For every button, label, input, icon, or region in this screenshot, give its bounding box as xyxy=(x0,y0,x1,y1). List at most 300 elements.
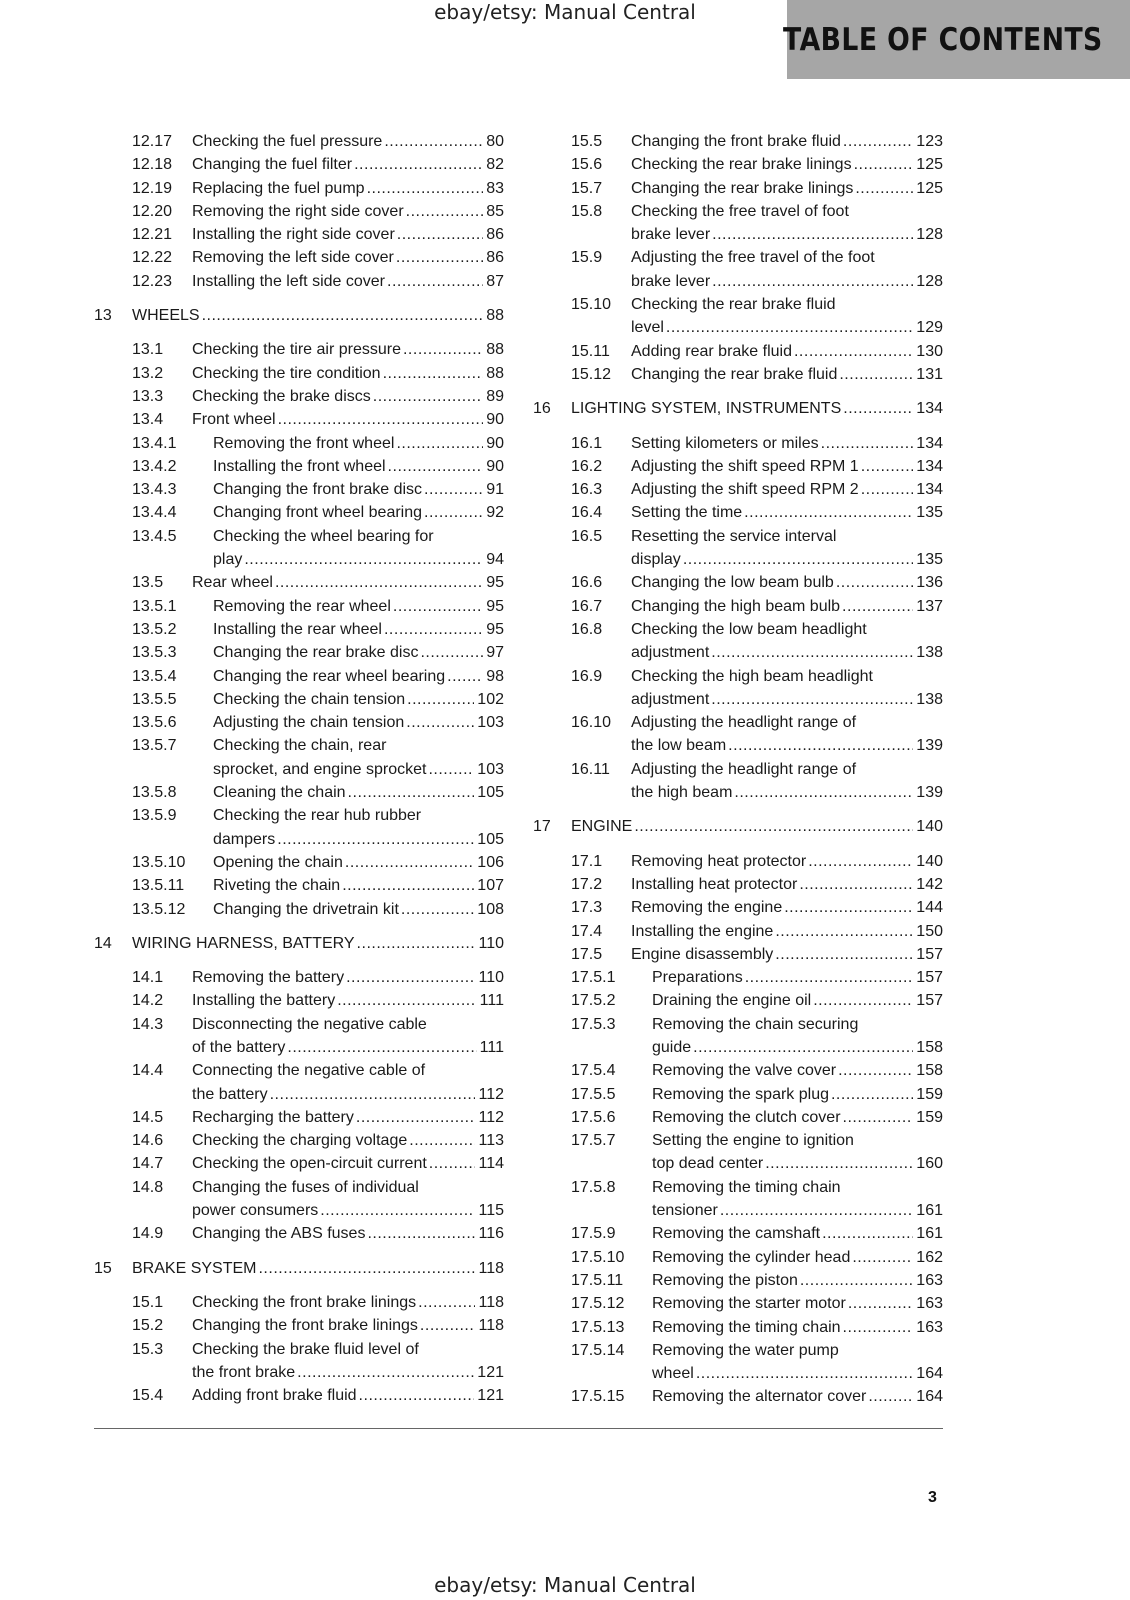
toc-entry-number: 13.5.7 xyxy=(132,737,177,755)
toc-entry xyxy=(533,363,943,386)
toc-entry-number: 16.5 xyxy=(571,527,603,545)
toc-entry-title: Changing the rear wheel bearing xyxy=(213,667,446,685)
toc-entry xyxy=(533,758,943,805)
toc-entry-title: level xyxy=(631,319,664,337)
toc-entry xyxy=(94,1176,504,1223)
toc-entry-title: Removing the alternator cover xyxy=(652,1388,867,1406)
dot-leader xyxy=(387,270,483,293)
toc-entry-page: 134 xyxy=(916,457,943,475)
dot-leader xyxy=(839,363,913,386)
toc-entry-title: of the battery xyxy=(192,1038,286,1056)
toc-entry-page: 110 xyxy=(478,934,504,952)
toc-entry-page: 164 xyxy=(916,1365,943,1383)
toc-entry-number: 15.7 xyxy=(571,179,603,197)
toc-entry xyxy=(94,270,504,293)
toc-entry-number: 16.4 xyxy=(571,504,603,522)
dot-leader xyxy=(384,618,483,641)
toc-entry-number: 14.3 xyxy=(132,1015,164,1033)
toc-entry-title: Removing the left side cover xyxy=(192,249,394,267)
toc-entry-title: Recharging the battery xyxy=(192,1108,354,1126)
toc-entry-page: 97 xyxy=(486,644,504,662)
dot-leader xyxy=(429,1152,476,1175)
dot-leader xyxy=(821,432,914,455)
toc-entry-page: 131 xyxy=(916,365,943,383)
toc-entry-number: 17.5.11 xyxy=(571,1271,624,1289)
toc-entry-number: 15.1 xyxy=(132,1293,164,1311)
toc-entry-title: Installing the front wheel xyxy=(213,457,386,475)
toc-entry-page: 95 xyxy=(486,597,504,615)
dot-leader xyxy=(424,501,483,524)
toc-entry xyxy=(94,734,504,781)
toc-entry-title: Removing the battery xyxy=(192,969,345,987)
dot-leader xyxy=(396,246,483,269)
toc-entry-title: the low beam xyxy=(631,737,727,755)
dot-leader xyxy=(354,153,483,176)
dot-leader xyxy=(831,1083,913,1106)
dot-leader xyxy=(712,223,913,246)
toc-entry-number: 13.4 xyxy=(132,411,164,429)
toc-entry-page: 118 xyxy=(478,1317,504,1335)
toc-entry-number: 17.5.10 xyxy=(571,1248,625,1266)
toc-entry xyxy=(533,1106,943,1129)
toc-entry xyxy=(533,1222,943,1245)
dot-leader xyxy=(696,1362,913,1385)
dot-leader xyxy=(848,1292,913,1315)
toc-entry xyxy=(94,1222,504,1245)
toc-entry-number: 12.21 xyxy=(132,226,173,244)
toc-entry-title: Checking the open-circuit current xyxy=(192,1155,427,1173)
toc-entry-title: Removing the camshaft xyxy=(652,1225,821,1243)
toc-entry xyxy=(94,1013,504,1060)
toc-entry-page: 82 xyxy=(486,156,504,174)
toc-chapter xyxy=(94,304,504,327)
dot-leader xyxy=(278,408,484,431)
dot-leader xyxy=(403,338,483,361)
toc-entry-title: Draining the engine oil xyxy=(652,992,812,1010)
toc-entry-number: 13.4.3 xyxy=(132,481,177,499)
toc-entry-number: 17.5 xyxy=(571,945,603,963)
toc-entry-page: 98 xyxy=(486,667,504,685)
toc-entry-number: 17.5.9 xyxy=(571,1225,616,1243)
dot-leader xyxy=(345,851,474,874)
toc-entry xyxy=(94,898,504,921)
dot-leader xyxy=(342,874,474,897)
toc-entry-title: Adding rear brake fluid xyxy=(631,342,792,360)
toc-entry xyxy=(94,338,504,361)
toc-entry-number: 13.5.5 xyxy=(132,690,177,708)
dot-leader xyxy=(784,896,913,919)
toc-entry-number: 16.9 xyxy=(571,667,603,685)
toc-entry-title: Changing the ABS fuses xyxy=(192,1225,366,1243)
dot-leader xyxy=(843,397,913,420)
toc-entry-number: 13.4.4 xyxy=(132,504,177,522)
toc-entry-page: 140 xyxy=(916,852,943,870)
toc-entry-number: 16.1 xyxy=(571,434,603,452)
toc-entry-title: Checking the free travel of foot xyxy=(631,202,849,220)
toc-entry-number: 15.3 xyxy=(132,1340,164,1358)
toc-entry-title: Removing the rear wheel xyxy=(213,597,391,615)
toc-entry-title: Checking the rear hub rubber xyxy=(213,807,422,825)
toc-entry-title: wheel xyxy=(652,1365,694,1383)
toc-entry xyxy=(533,177,943,200)
toc-entry-page: 86 xyxy=(486,249,504,267)
toc-entry-title: WHEELS xyxy=(132,307,200,325)
toc-entry-title: Changing the front brake disc xyxy=(213,481,423,499)
toc-entry-title: adjustment xyxy=(631,690,710,708)
watermark-top: ebay/etsy: Manual Central xyxy=(434,0,696,24)
toc-entry xyxy=(94,385,504,408)
toc-entry-title: Changing front wheel bearing xyxy=(213,504,423,522)
dot-leader xyxy=(683,548,913,571)
toc-entry-page: 157 xyxy=(916,992,943,1010)
toc-entry xyxy=(94,1314,504,1337)
dot-leader xyxy=(842,595,913,618)
dot-leader xyxy=(861,455,914,478)
toc-entry xyxy=(533,1246,943,1269)
dot-leader xyxy=(356,1106,476,1129)
toc-entry-title: top dead center xyxy=(652,1155,764,1173)
toc-entry-title: Changing the rear brake linings xyxy=(631,179,854,197)
dot-leader xyxy=(666,316,913,339)
dot-leader xyxy=(693,1036,913,1059)
toc-entry-number: 15.12 xyxy=(571,365,612,383)
toc-entry-page: 103 xyxy=(477,714,504,732)
toc-entry-title: WIRING HARNESS, BATTERY xyxy=(132,934,355,952)
dot-leader xyxy=(800,1269,913,1292)
toc-entry xyxy=(533,1013,943,1060)
dot-leader xyxy=(868,1385,913,1408)
toc-entry-page: 91 xyxy=(486,481,504,499)
toc-entry xyxy=(533,1176,943,1223)
toc-entry-page: 128 xyxy=(916,272,943,290)
toc-entry xyxy=(94,851,504,874)
toc-entry xyxy=(533,153,943,176)
toc-entry xyxy=(533,1059,943,1082)
toc-entry xyxy=(533,246,943,293)
toc-entry-number: 13.5.2 xyxy=(132,620,177,638)
toc-entry-number: 12.23 xyxy=(132,272,173,290)
toc-entry-number: 13.5.3 xyxy=(132,644,177,662)
toc-entry-title: Changing the fuses of individual xyxy=(192,1178,419,1196)
toc-entry-title: Adjusting the headlight range of xyxy=(631,760,857,778)
dot-leader xyxy=(775,943,913,966)
toc-entry-title: Checking the tire condition xyxy=(192,364,381,382)
toc-entry-page: 89 xyxy=(486,387,504,405)
toc-entry-number: 12.18 xyxy=(132,156,173,174)
toc-entry xyxy=(533,200,943,247)
toc-entry xyxy=(533,873,943,896)
toc-entry-title: Checking the front brake linings xyxy=(192,1293,417,1311)
toc-entry-number: 17.5.5 xyxy=(571,1085,616,1103)
toc-entry-title: Removing the valve cover xyxy=(652,1062,837,1080)
toc-entry xyxy=(94,525,504,572)
toc-entry-title: guide xyxy=(652,1038,692,1056)
toc-entry-title: Cleaning the chain xyxy=(213,784,346,802)
toc-entry-title: play xyxy=(213,551,243,569)
toc-entry-number: 13 xyxy=(94,307,112,325)
toc-entry-number: 13.4.1 xyxy=(132,434,177,452)
dot-leader xyxy=(409,1129,475,1152)
dot-leader xyxy=(348,781,475,804)
toc-entry-page: 134 xyxy=(916,481,943,499)
dot-leader xyxy=(418,1291,475,1314)
toc-entry-title: Disconnecting the negative cable xyxy=(192,1015,427,1033)
toc-entry-number: 17.3 xyxy=(571,899,603,917)
watermark-bottom: ebay/etsy: Manual Central xyxy=(434,1573,696,1597)
dot-leader xyxy=(407,688,474,711)
toc-entry xyxy=(533,478,943,501)
toc-entry xyxy=(94,966,504,989)
toc-entry xyxy=(533,850,943,873)
toc-entry-title: Preparations xyxy=(652,969,743,987)
toc-entry-number: 16 xyxy=(533,400,551,418)
toc-entry-page: 116 xyxy=(478,1225,504,1243)
toc-entry-title: Removing the starter motor xyxy=(652,1295,846,1313)
dot-leader xyxy=(744,501,913,524)
toc-entry-page: 121 xyxy=(477,1387,504,1405)
dot-leader xyxy=(373,385,483,408)
toc-entry-number: 16.10 xyxy=(571,714,612,732)
footer-divider xyxy=(94,1428,943,1429)
toc-entry-number: 17.5.1 xyxy=(571,969,616,987)
toc-entry-page: 134 xyxy=(916,400,943,418)
toc-entry-number: 17.1 xyxy=(571,852,603,870)
toc-entry xyxy=(94,1338,504,1385)
toc-entry-number: 15.4 xyxy=(132,1387,164,1405)
toc-entry xyxy=(533,1339,943,1386)
toc-entry-number: 13.2 xyxy=(132,364,164,382)
toc-entry xyxy=(94,455,504,478)
dot-leader xyxy=(275,571,483,594)
dot-leader xyxy=(337,989,476,1012)
toc-entry-title: Checking the high beam headlight xyxy=(631,667,873,685)
dot-leader xyxy=(711,641,913,664)
dot-leader xyxy=(244,548,483,571)
toc-entry-title: the high beam xyxy=(631,784,733,802)
dot-leader xyxy=(838,1059,913,1082)
toc-entry xyxy=(533,595,943,618)
toc-entry-number: 17.5.12 xyxy=(571,1295,625,1313)
toc-entry-number: 12.19 xyxy=(132,179,173,197)
toc-entry-page: 129 xyxy=(916,319,943,337)
toc-entry-title: Setting the engine to ignition xyxy=(652,1132,854,1150)
toc-entry xyxy=(94,130,504,153)
toc-entry-page: 123 xyxy=(916,133,943,150)
toc-entry-number: 13.4.2 xyxy=(132,457,177,475)
toc-entry-page: 161 xyxy=(916,1225,943,1243)
toc-entry-title: tensioner xyxy=(652,1202,718,1220)
toc-entry-page: 128 xyxy=(916,226,943,244)
toc-entry-title: Checking the chain, rear xyxy=(213,737,387,755)
dot-leader xyxy=(357,932,476,955)
toc-entry-number: 16.3 xyxy=(571,481,603,499)
toc-entry xyxy=(94,711,504,734)
toc-entry-title: Changing the low beam bulb xyxy=(631,574,834,592)
toc-entry-page: 90 xyxy=(486,457,504,475)
toc-entry-title: Installing the battery xyxy=(192,992,336,1010)
toc-entry-page: 161 xyxy=(916,1202,943,1220)
dot-leader xyxy=(401,898,474,921)
dot-leader xyxy=(836,571,913,594)
toc-entry-number: 17 xyxy=(533,818,551,836)
toc-entry-title: Adjusting the headlight range of xyxy=(631,714,857,732)
toc-entry-page: 114 xyxy=(478,1155,504,1173)
toc-entry-number: 14.6 xyxy=(132,1132,164,1150)
dot-leader xyxy=(447,665,483,688)
dot-leader xyxy=(428,758,474,781)
toc-entry-page: 112 xyxy=(478,1085,504,1103)
dot-leader xyxy=(393,595,483,618)
toc-entry-title: brake lever xyxy=(631,226,711,244)
toc-entry-page: 90 xyxy=(486,434,504,452)
dot-leader xyxy=(813,989,913,1012)
toc-entry-title: Riveting the chain xyxy=(213,877,341,895)
dot-leader xyxy=(424,478,483,501)
toc-entry-page: 136 xyxy=(916,574,943,592)
toc-entry-number: 15.5 xyxy=(571,133,603,150)
toc-entry xyxy=(533,618,943,665)
toc-entry-page: 125 xyxy=(916,156,943,174)
toc-entry xyxy=(94,1291,504,1314)
toc-entry-page: 106 xyxy=(477,853,504,871)
toc-entry-page: 112 xyxy=(478,1108,504,1126)
toc-entry xyxy=(533,293,943,340)
toc-entry xyxy=(94,200,504,223)
toc-entry-page: 162 xyxy=(916,1248,943,1266)
toc-entry-page: 142 xyxy=(916,875,943,893)
toc-entry-title: power consumers xyxy=(192,1202,319,1220)
toc-entry-page: 163 xyxy=(916,1295,943,1313)
toc-entry xyxy=(94,1384,504,1407)
toc-entry-number: 17.5.2 xyxy=(571,992,616,1010)
dot-leader xyxy=(855,177,913,200)
toc-entry-number: 14.8 xyxy=(132,1178,164,1196)
toc-entry-title: LIGHTING SYSTEM, INSTRUMENTS xyxy=(571,400,842,418)
dot-leader xyxy=(852,1246,913,1269)
dot-leader xyxy=(861,478,914,501)
toc-entry xyxy=(94,1059,504,1106)
toc-entry xyxy=(94,223,504,246)
toc-entry-number: 13.1 xyxy=(132,341,164,359)
toc-entry-page: 158 xyxy=(916,1038,943,1056)
toc-entry xyxy=(533,896,943,919)
dot-leader xyxy=(734,781,913,804)
toc-entry-title: Connecting the negative cable of xyxy=(192,1062,426,1080)
toc-entry-number: 17.5.13 xyxy=(571,1318,625,1336)
toc-entry-title: Installing the right side cover xyxy=(192,226,395,244)
toc-entry-title: BRAKE SYSTEM xyxy=(132,1259,257,1277)
toc-entry-page: 103 xyxy=(477,760,504,778)
dot-leader xyxy=(720,1199,913,1222)
toc-entry xyxy=(94,665,504,688)
toc-entry-title: Adjusting the chain tension xyxy=(213,714,405,732)
dot-leader xyxy=(765,1152,913,1175)
toc-entry xyxy=(533,1385,943,1408)
toc-entry-page: 115 xyxy=(478,1202,504,1220)
toc-entry-page: 80 xyxy=(486,133,504,150)
toc-entry-title: Removing the right side cover xyxy=(192,202,404,220)
toc-entry xyxy=(533,920,943,943)
toc-entry xyxy=(533,1129,943,1176)
toc-entry-number: 16.11 xyxy=(571,760,610,778)
dot-leader xyxy=(388,455,484,478)
toc-chapter xyxy=(94,932,504,955)
toc-entry xyxy=(94,1152,504,1175)
toc-entry-title: Checking the brake fluid level of xyxy=(192,1340,419,1358)
toc-entry-number: 17.5.4 xyxy=(571,1062,616,1080)
toc-entry-page: 137 xyxy=(916,597,943,615)
toc-entry-number: 17.5.7 xyxy=(571,1132,616,1150)
toc-entry xyxy=(94,362,504,385)
dot-leader xyxy=(843,130,913,153)
toc-entry-title: Changing the fuel filter xyxy=(192,156,353,174)
dot-leader xyxy=(712,270,913,293)
toc-entry-title: Changing the high beam bulb xyxy=(631,597,841,615)
dot-leader xyxy=(775,920,913,943)
toc-entry-page: 118 xyxy=(478,1259,504,1277)
dot-leader xyxy=(277,828,474,851)
dot-leader xyxy=(258,1257,475,1280)
toc-entry-title: Checking the fuel pressure xyxy=(192,133,383,150)
toc-entry-title: display xyxy=(631,551,681,569)
toc-entry-title: Removing the timing chain xyxy=(652,1318,841,1336)
toc-entry-title: Changing the rear brake fluid xyxy=(631,365,838,383)
toc-chapter xyxy=(533,397,943,420)
header-banner xyxy=(783,0,1130,79)
toc-entry-page: 121 xyxy=(477,1363,504,1381)
toc-entry-title: Checking the tire air pressure xyxy=(192,341,401,359)
dot-leader xyxy=(843,1106,914,1129)
toc-entry-number: 17.5.14 xyxy=(571,1341,625,1359)
toc-entry-page: 88 xyxy=(486,364,504,382)
toc-entry xyxy=(533,1316,943,1339)
toc-entry-title: Engine disassembly xyxy=(631,945,774,963)
toc-entry xyxy=(533,340,943,363)
toc-entry-page: 135 xyxy=(916,551,943,569)
toc-entry-page: 107 xyxy=(477,877,504,895)
toc-entry-page: 160 xyxy=(916,1155,943,1173)
toc-entry-title: Adjusting the shift speed RPM 1 xyxy=(631,457,859,475)
toc-entry-number: 14 xyxy=(94,934,112,952)
toc-entry xyxy=(94,1129,504,1152)
toc-entry-title: Changing the drivetrain kit xyxy=(213,900,399,918)
toc-entry-title: Removing heat protector xyxy=(631,852,807,870)
page-number: 3 xyxy=(928,1489,937,1506)
toc-entry-page: 111 xyxy=(479,1038,504,1056)
toc-entry xyxy=(533,1292,943,1315)
toc-entry-title: Changing the rear brake disc xyxy=(213,644,419,662)
toc-entry-number: 14.9 xyxy=(132,1225,164,1243)
toc-entry-number: 15 xyxy=(94,1259,112,1277)
toc-entry-number: 13.5.8 xyxy=(132,784,177,802)
toc-entry-title: Removing the chain securing xyxy=(652,1015,859,1033)
toc-entry-number: 16.8 xyxy=(571,620,603,638)
toc-entry xyxy=(94,432,504,455)
toc-entry-page: 138 xyxy=(916,690,943,708)
toc-entry-number: 14.1 xyxy=(132,969,164,987)
toc-entry xyxy=(533,1269,943,1292)
toc-entry-title: Checking the brake discs xyxy=(192,387,371,405)
toc-entry-title: the battery xyxy=(192,1085,268,1103)
toc-entry xyxy=(533,571,943,594)
toc-entry-page: 111 xyxy=(479,992,504,1010)
toc-entry-title: Removing the front wheel xyxy=(213,434,395,452)
toc-entry-number: 13.5 xyxy=(132,574,164,592)
toc-entry-title: Removing the clutch cover xyxy=(652,1108,841,1126)
toc-entry-title: Checking the rear brake fluid xyxy=(631,296,836,314)
dot-leader xyxy=(383,362,484,385)
dot-leader xyxy=(297,1361,474,1384)
